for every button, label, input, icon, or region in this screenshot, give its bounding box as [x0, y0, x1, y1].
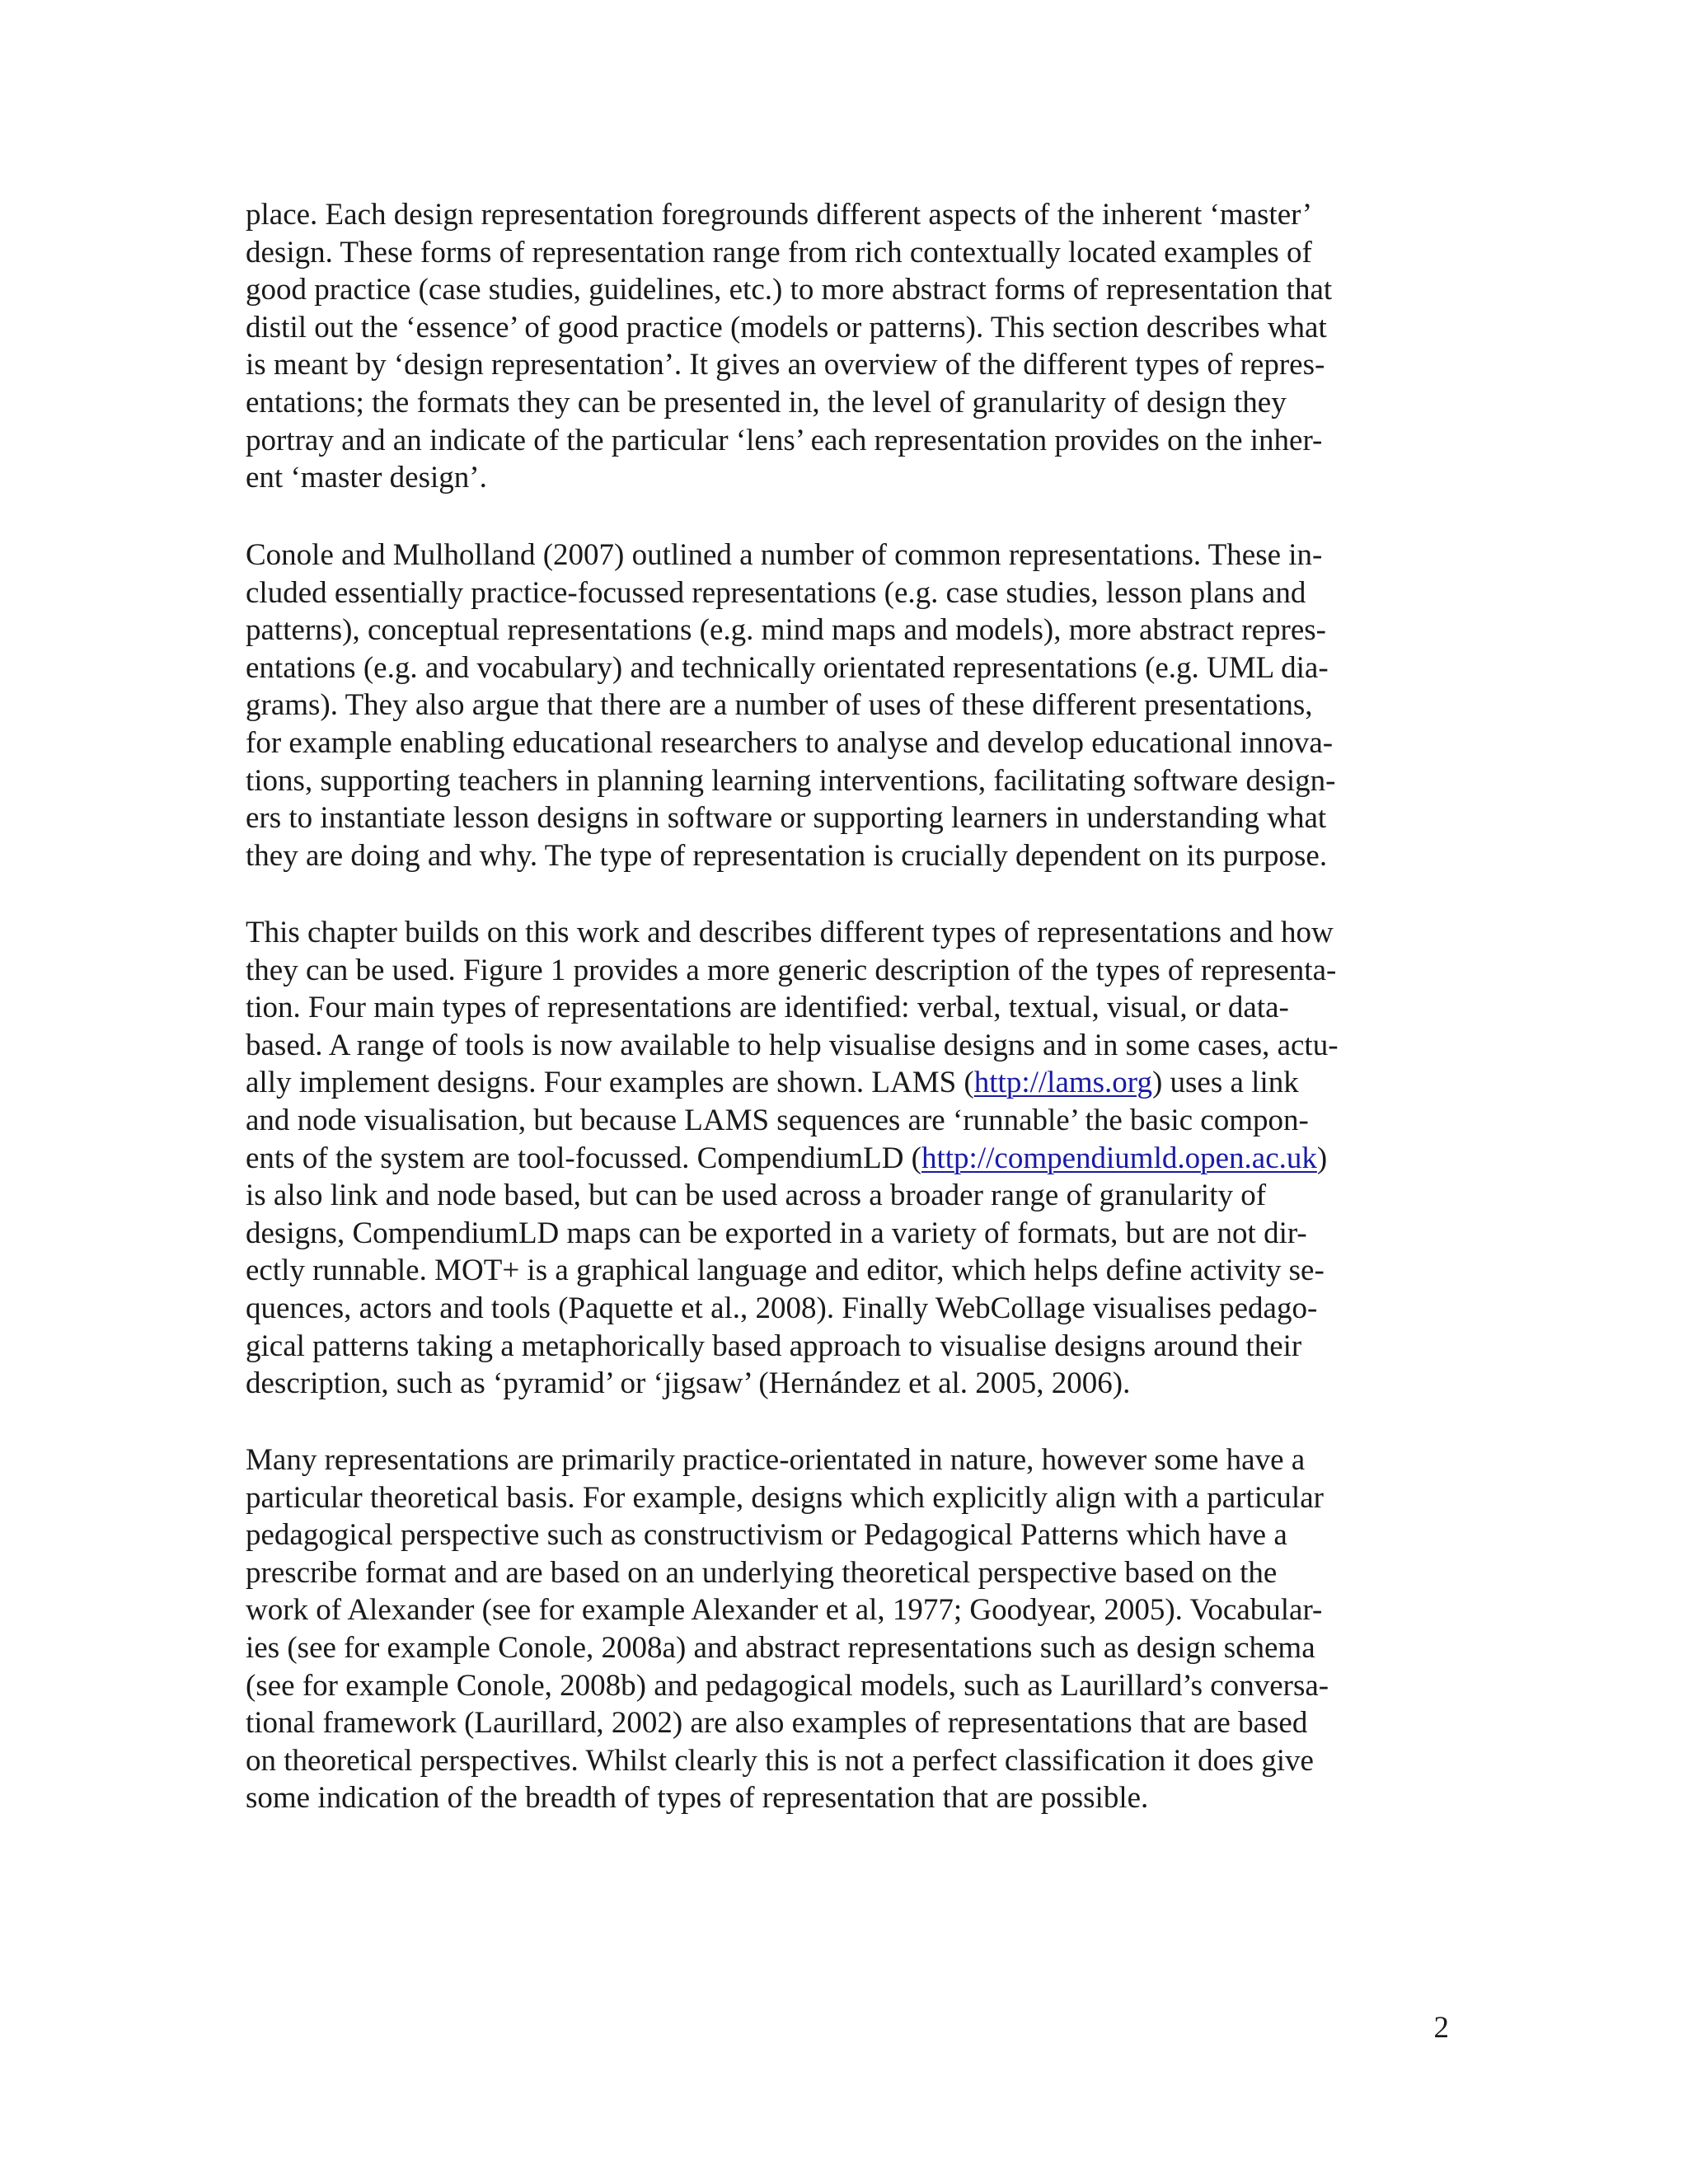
line-text: ents of the system are tool-focussed. CompendiumLD ( — [246, 1141, 921, 1175]
paragraph-line: on theoretical perspectives. Whilst clearly this is not a perfect classification it does give — [246, 1743, 1314, 1778]
paragraph-line: gical patterns taking a metaphorically based approach to visualise designs around their — [246, 1329, 1302, 1363]
paragraph-line: and node visualisation, but because LAMS sequences are ‘runnable’ the basic compon- — [246, 1103, 1309, 1137]
lams-link[interactable]: http://lams.org — [973, 1066, 1152, 1100]
compendiumld-link[interactable]: http://compendiumld.open.ac.uk — [921, 1141, 1317, 1175]
paragraph-line: is also link and node based, but can be used across a broader range of granularity of — [246, 1179, 1267, 1213]
paragraph-line: patterns), conceptual representations (e.g. mind maps and models), more abstract repres- — [246, 613, 1326, 648]
paragraph-line: work of Alexander (see for example Alexander et al, 1977; Goodyear, 2005). Vocabular- — [246, 1593, 1323, 1628]
paragraph-line: cluded essentially practice-focussed representations (e.g. case studies, lesson plans and — [246, 575, 1306, 610]
paragraph-line: some indication of the breadth of types of representation that are possible. — [246, 1781, 1149, 1816]
paragraph-2 — [246, 537, 1449, 874]
paragraph-line-with-lams-link — [246, 1064, 1449, 1102]
paragraph-line-with-compendium-link — [246, 1140, 1449, 1178]
paragraph-1 — [246, 196, 1449, 497]
paragraph-line: good practice (case studies, guidelines, etc.) to more abstract forms of representation that — [246, 273, 1333, 307]
paragraph-line: This chapter builds on this work and describes different types of representations and how — [246, 916, 1334, 949]
paragraph-line: ectly runnable. MOT+ is a graphical language and editor, which helps define activity se- — [246, 1254, 1325, 1288]
paragraph-line: pedagogical perspective such as constructivism or Pedagogical Patterns which have a — [246, 1518, 1287, 1553]
paragraph-line: Conole and Mulholland (2007) outlined a number of common representations. These in- — [246, 538, 1323, 572]
paragraph-line: is meant by ‘design representation’. It gives an overview of the different types of repres- — [246, 348, 1325, 382]
paragraph-line: portray and an indicate of the particular ‘lens’ each representation provides on the inher- — [246, 423, 1323, 457]
paragraph-line: Many representations are primarily practice-orientated in nature, however some have a — [246, 1443, 1306, 1477]
paragraph-line: tional framework (Laurillard, 2002) are also examples of representations that are based — [246, 1706, 1308, 1741]
page-number: 2 — [1433, 2011, 1449, 2045]
paragraph-line: entations (e.g. and vocabulary) and technically orientated representations (e.g. UML dia- — [246, 650, 1329, 685]
paragraph-line: they can be used. Figure 1 provides a more generic description of the types of representa- — [246, 953, 1337, 987]
paragraph-line: distil out the ‘essence’ of good practice (models or patterns). This section describes what — [246, 310, 1327, 344]
paragraph-line: they are doing and why. The type of representation is crucially dependent on its purpose. — [246, 838, 1328, 873]
paragraph-line: (see for example Conole, 2008b) and pedagogical models, such as Laurillard’s conversa- — [246, 1668, 1329, 1703]
paragraph-line: grams). They also argue that there are a number of uses of these different presentations, — [246, 688, 1313, 723]
paragraph-line: entations; the formats they can be presented in, the level of granularity of design they — [246, 385, 1287, 419]
paragraph-line: for example enabling educational researchers to analyse and develop educational innova- — [246, 725, 1334, 760]
paragraph-3 — [246, 914, 1449, 1403]
paragraph-line: based. A range of tools is now available to help visualise designs and in some cases, actu- — [246, 1028, 1339, 1062]
paragraph-line: designs, CompendiumLD maps can be exported in a variety of formats, but are not dir- — [246, 1216, 1307, 1250]
paragraph-line: particular theoretical basis. For example, designs which explicitly align with a particular — [246, 1480, 1324, 1515]
paragraph-line: tions, supporting teachers in planning learning interventions, facilitating software design- — [246, 763, 1336, 798]
paragraph-line: quences, actors and tools (Paquette et al., 2008). Finally WebCollage visualises pedago- — [246, 1291, 1318, 1325]
paragraph-line: place. Each design representation foregrounds different aspects of the inherent ‘master’ — [246, 198, 1313, 232]
paragraph-4 — [246, 1441, 1449, 1817]
paragraph-line: design. These forms of representation range from rich contextually located examples of — [246, 235, 1312, 269]
line-text: ) — [1316, 1141, 1328, 1175]
paragraph-line: ers to instantiate lesson designs in software or supporting learners in understanding what — [246, 801, 1327, 836]
paragraph-line: prescribe format and are based on an underlying theoretical perspective based on the — [246, 1555, 1278, 1590]
line-text: ally implement designs. Four examples are shown. LAMS ( — [246, 1066, 974, 1100]
paragraph-line: ent ‘master design’. — [246, 461, 487, 495]
paragraph-line: ies (see for example Conole, 2008a) and abstract representations such as design schema — [246, 1630, 1315, 1665]
line-text: ) uses a link — [1151, 1066, 1299, 1100]
paragraph-line: description, such as ‘pyramid’ or ‘jigsaw’ (Hernández et al. 2005, 2006). — [246, 1366, 1131, 1401]
paragraph-line: tion. Four main types of representations are identified: verbal, textual, visual, or data- — [246, 991, 1289, 1025]
